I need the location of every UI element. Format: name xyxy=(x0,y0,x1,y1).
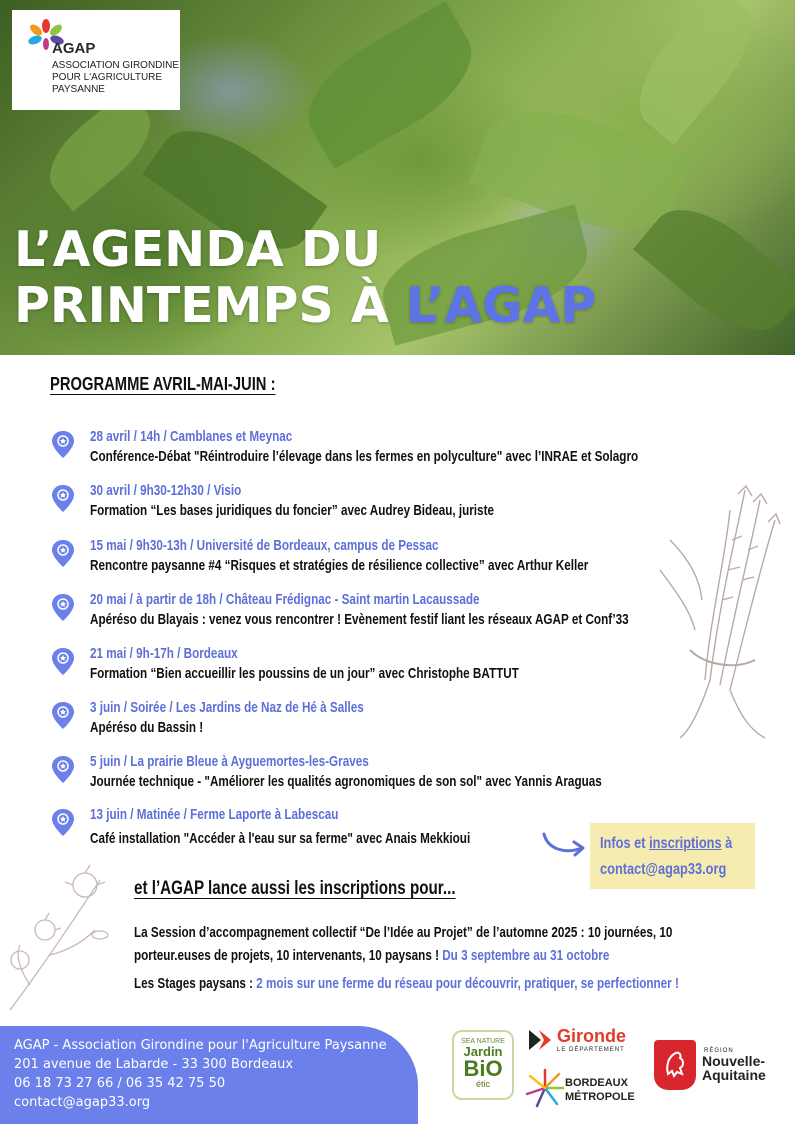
event-date-place: 21 mai / 9h-17h / Bordeaux xyxy=(90,645,238,662)
event-description: Apéréso du Bassin ! xyxy=(90,719,204,736)
region-shield xyxy=(654,1040,696,1090)
event-description: Café installation "Accéder à l'eau sur sa ferme" avec Anais Mekkioui xyxy=(90,830,471,847)
map-pin-icon xyxy=(50,484,76,514)
event-date-place: 15 mai / 9h30-13h / Université de Bordeaux, campus de Pessac xyxy=(90,537,439,554)
contact-email[interactable]: contact@agap33.org xyxy=(600,861,727,878)
logo-name: AGAP xyxy=(52,40,96,57)
flower-branch-illustration xyxy=(0,860,120,1020)
event-date-place: 3 juin / Soirée / Les Jardins de Naz de Hé à Salles xyxy=(90,699,364,716)
event-description: Formation “Bien accueillir les poussins de un jour” avec Christophe BATTUT xyxy=(90,665,519,682)
logo-subtitle: ASSOCIATION GIRONDINE POUR L'AGRICULTURE PAYSANNE xyxy=(52,60,180,95)
map-pin-icon xyxy=(50,430,76,460)
bordeaux-metropole-logo: BORDEAUX MÉTROPOLE xyxy=(525,1068,645,1112)
lion-icon xyxy=(662,1048,688,1078)
jardin-bio-logo: SEA NATURE Jardin BiO étic xyxy=(452,1030,514,1100)
map-pin-icon xyxy=(50,701,76,731)
agap-logo xyxy=(12,10,180,110)
map-pin-icon xyxy=(50,755,76,785)
map-pin-icon xyxy=(50,539,76,569)
event-description: Journée technique - "Améliorer les qualités agronomiques de son sol" avec Yannis Araguas xyxy=(90,773,602,790)
event-description: Formation “Les bases juridiques du foncier” avec Audrey Bideau, juriste xyxy=(90,502,494,519)
event-date-place: 13 juin / Matinée / Ferme Laporte à Labescau xyxy=(90,806,339,823)
footer-email[interactable]: contact@agap33.org xyxy=(14,1095,151,1110)
gironde-logo: Gironde LE DÉPARTEMENT xyxy=(527,1026,637,1060)
map-pin-icon xyxy=(50,593,76,623)
info-box: Infos et inscriptions à contact@agap33.org xyxy=(590,823,755,889)
curved-arrow-icon xyxy=(538,824,588,860)
session-text: La Session d’accompagnement collectif “De l’Idée au Projet” de l’automne 2025 : 10 journées, 10 porteur.euses de projets, 10 intervenants, 10 paysans ! Du 3 septembre au 31 octobre xyxy=(134,924,673,964)
footer-contact-text: AGAP - Association Girondine pour l'Agriculture Paysanne 201 avenue de Labarde - 33 300 Bordeaux 06 18 73 27 66 / 06 35 42 75 50 contact@agap33.org xyxy=(14,1038,387,1110)
burst-logo-icon xyxy=(525,1068,565,1108)
event-description: Conférence-Débat "Réintroduire l’élevage dans les fermes en polyculture" avec l’INRAE et Solagro xyxy=(90,448,639,465)
stages-text: Les Stages paysans : 2 mois sur une ferme du réseau pour découvrir, pratiquer, se perfectionner ! xyxy=(134,975,679,992)
gironde-mark-icon xyxy=(527,1028,553,1052)
event-description: Rencontre paysanne #4 “Risques et stratégies de résilience collective” avec Arthur Keller xyxy=(90,557,589,574)
page-title: L’AGENDA DU PRINTEMPS À L’AGAP xyxy=(14,221,597,334)
launch-title: et l’AGAP lance aussi les inscriptions pour... xyxy=(134,878,456,899)
asparagus-illustration xyxy=(650,480,795,740)
event-date-place: 28 avril / 14h / Camblanes et Meynac xyxy=(90,428,293,445)
map-pin-icon xyxy=(50,808,76,838)
nouvelle-aquitaine-logo: RÉGION Nouvelle- Aquitaine xyxy=(654,1040,774,1092)
event-description: Apéréso du Blayais : venez vous rencontrer ! Evènement festif liant les réseaux AGAP et Conf’33 xyxy=(90,611,629,628)
event-date-place: 20 mai / à partir de 18h / Château Frédignac - Saint martin Lacaussade xyxy=(90,591,480,608)
program-title: PROGRAMME AVRIL-MAI-JUIN : xyxy=(50,374,276,394)
event-date-place: 5 juin / La prairie Bleue à Ayguemortes-les-Graves xyxy=(90,753,369,770)
hero-photo xyxy=(0,0,795,355)
map-pin-icon xyxy=(50,647,76,677)
inscriptions-link[interactable]: inscriptions xyxy=(649,835,722,852)
event-date-place: 30 avril / 9h30-12h30 / Visio xyxy=(90,482,242,499)
